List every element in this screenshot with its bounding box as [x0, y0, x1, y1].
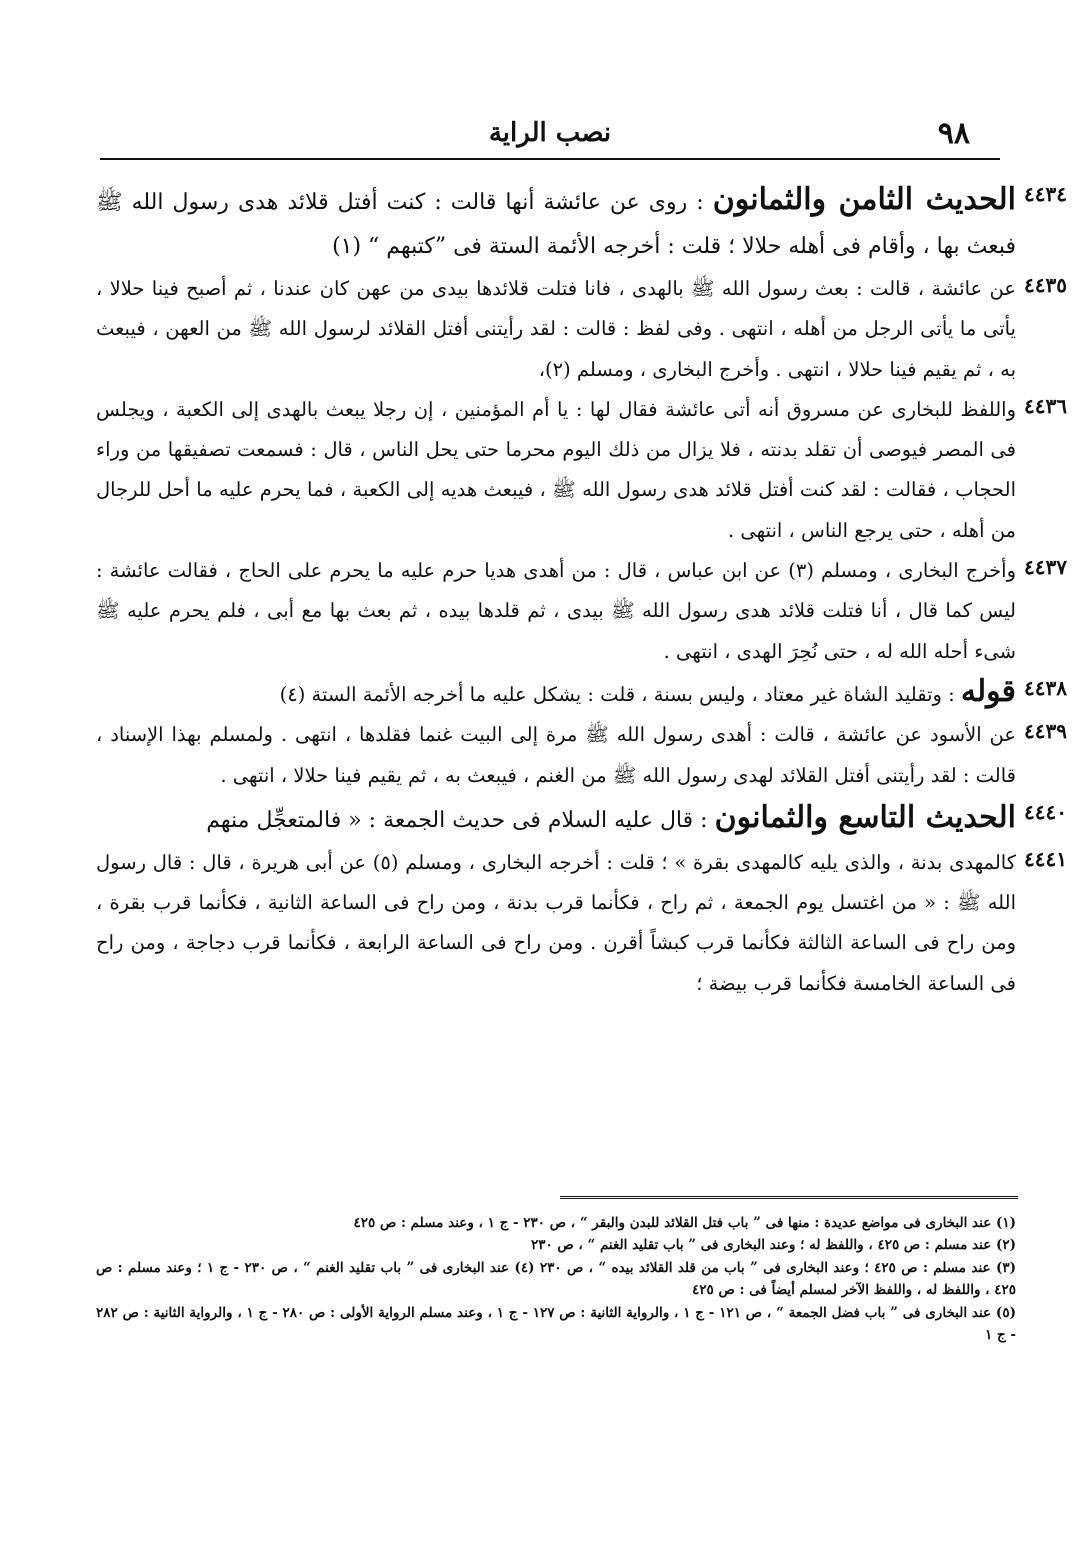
hadith-heading: الحديث التاسع والثمانون: [714, 799, 1016, 835]
footnote: (١) عند البخارى فى مواضع عديدة : منها فى ” باب فتل القلائد للبدن والبقر “ ، ص ٢٣٠ - ج ١ ، وعند مسلم : ص ٤٢٥: [353, 1215, 1016, 1231]
entry-text: عن الأسود عن عائشة ، قالت : أهدى رسول الله ﷺ مرة إلى البيت غنما فقلدها ، انتهى . ولمسلم بهذا الإسناد ، قالت : لقد رأيتنى أفتل القلائد لهدى رسول الله ﷺ من الغنم ، فيبعث به ، ثم يقيم فينا حلالا ، انتهى .: [96, 723, 1016, 787]
hadith-entry: [96, 796, 1067, 843]
entry-number: ٤٤٣٥: [1024, 273, 1067, 297]
entry-number: ٤٤٣٩: [1024, 719, 1067, 744]
entry-number: ٤٤٤٠: [1024, 799, 1067, 824]
hadith-entry: [96, 390, 1067, 551]
entry-number: ٤٤٣٧: [1024, 555, 1067, 580]
entry-number: ٤٤٣٨: [1024, 675, 1067, 700]
entry-text: : روى عن عائشة أنها قالت : كنت أفتل قلائد هدى رسول الله ﷺ فبعث بها ، وأقام فى أهله حلالا ؛ قلت : أخرجه الأئمة الستة فى ”كتبهم “ (١): [96, 190, 1016, 259]
hadith-entry: [96, 843, 1067, 1004]
entry-text: عن عائشة ، قالت : بعث رسول الله ﷺ بالهدى ، فانا فتلت قلائدها بيدى من عهن كان عندنا ، ثم أصبح فينا حلالا ، يأتى ما يأتى الرجل من أهله ، انتهى . وفى لفظ : قالت : لقد رأيتنى أفتل القلائد لرسول الله ﷺ من العهن ، فيبعث به ، ثم يقيم فينا حلالا ، انتهى . وأخرج البخارى ، ومسلم (٢)،: [96, 277, 1016, 381]
entry-text: واللفظ للبخارى عن مسروق أنه أتى عائشة فقال لها : يا أم المؤمنين ، إن رجلا يبعث بالهدى إلى الكعبة ، ويجلس فى المصر فيوصى أن تقلد بدنته ، فلا يزال من ذلك اليوم محرما حتى يحل الناس ، قال : فسمعت تصفيقها من وراء الحجاب ، فقالت : لقد كنت أفتل قلائد هدى رسول الله ﷺ ، فيبعث هديه إلى الكعبة ، فما يحرم عليه ما أحل للرجال من أهله ، حتى يرجع الناس ، انتهى .: [96, 397, 1016, 542]
main-text: [96, 178, 1067, 1004]
hadith-entry: [96, 269, 1067, 390]
page-header: [100, 112, 1000, 160]
hadith-heading: الحديث الثامن والثمانون: [712, 182, 1016, 217]
footnote: (٢) عند مسلم : ص ٤٢٥ ، واللفظ له ؛ وعند البخارى فى ” باب تقليد الغنم “ ، ص ٢٣٠: [530, 1237, 1016, 1254]
entry-text: كالمهدى بدنة ، والذى يليه كالمهدى بقرة » ؛ قلت : أخرجه البخارى ، ومسلم (٥) عن أبى هريرة ، قال : قال رسول الله ﷺ : « من اغتسل يوم الجمعة ، ثم راح ، فكأنما قرب بدنة ، ومن راح فى الساعة الثانية ، فكأنما قرب بقرة ، ومن راح فى الساعة الثالثة فكأنما قرب كبشاً أقرن . ومن راح فى الساعة الرابعة ، فكأنما قرب دجاجة ، ومن راح فى الساعة الخامسة فكأنما قرب بيضة ؛: [96, 850, 1016, 995]
entry-text: : قال عليه السلام فى حديث الجمعة : « فالمتعجِّل منهم: [206, 807, 708, 833]
hadith-entry: [96, 551, 1067, 672]
hadith-entry: [96, 178, 1067, 269]
footnotes: [96, 1212, 1016, 1346]
entry-number: ٤٤٣٤: [1024, 182, 1067, 206]
footnote: (٥) عند البخارى فى ” باب فضل الجمعة “ ، ص ١٢١ - ج ١ ، والرواية الثانية : ص ١٢٧ - ج ١ ، وعند مسلم الرواية الأولى : ص ٢٨٠ - ج ١ ، والرواية الثانية : ص ٢٨٢ - ج ١: [96, 1304, 1016, 1344]
entry-text: : وتقليد الشاة غير معتاد ، وليس بسنة ، قلت : يشكل عليه ما أخرجه الأئمة الستة (٤): [279, 682, 955, 706]
page-number: ٩٨: [937, 116, 970, 151]
entry-text: وأخرج البخارى ، ومسلم (٣) عن ابن عباس ، قال : من أهدى هديا حرم عليه ما يحرم على الحاج ، فقالت عائشة : ليس كما قال ، أنا فتلت قلائد هدى رسول الله ﷺ بيدى ، ثم قلدها بيده ، ثم بعث بها مع أبى ، فلم يحرم عليه ﷺ شىء أحله الله له ، حتى نُحِرَ الهدى ، انتهى .: [96, 559, 1016, 663]
entry-number: ٤٤٤١: [1024, 846, 1067, 871]
footnote: (٣) عند مسلم : ص ٤٢٥ ؛ وعند البخارى فى ” باب من قلد القلائد بيده “ ، ص ٢٣٠ (٤) عند البخارى فى ” باب تقليد الغنم “ ، ص ٢٣٠ - ج ١ ؛ وعند مسلم : ص ٤٢٥ ، واللفظ له ، واللفظ الآخر لمسلم أيضاً فى : ص ٤٢٥: [96, 1259, 1016, 1299]
hadith-entry: [96, 672, 1067, 715]
footnote-divider: [560, 1196, 1018, 1202]
book-title: نصب الراية: [488, 118, 612, 148]
hadith-entry: [96, 715, 1067, 796]
qawluhu-heading: قوله: [960, 673, 1016, 709]
entry-number: ٤٤٣٦: [1024, 393, 1067, 418]
